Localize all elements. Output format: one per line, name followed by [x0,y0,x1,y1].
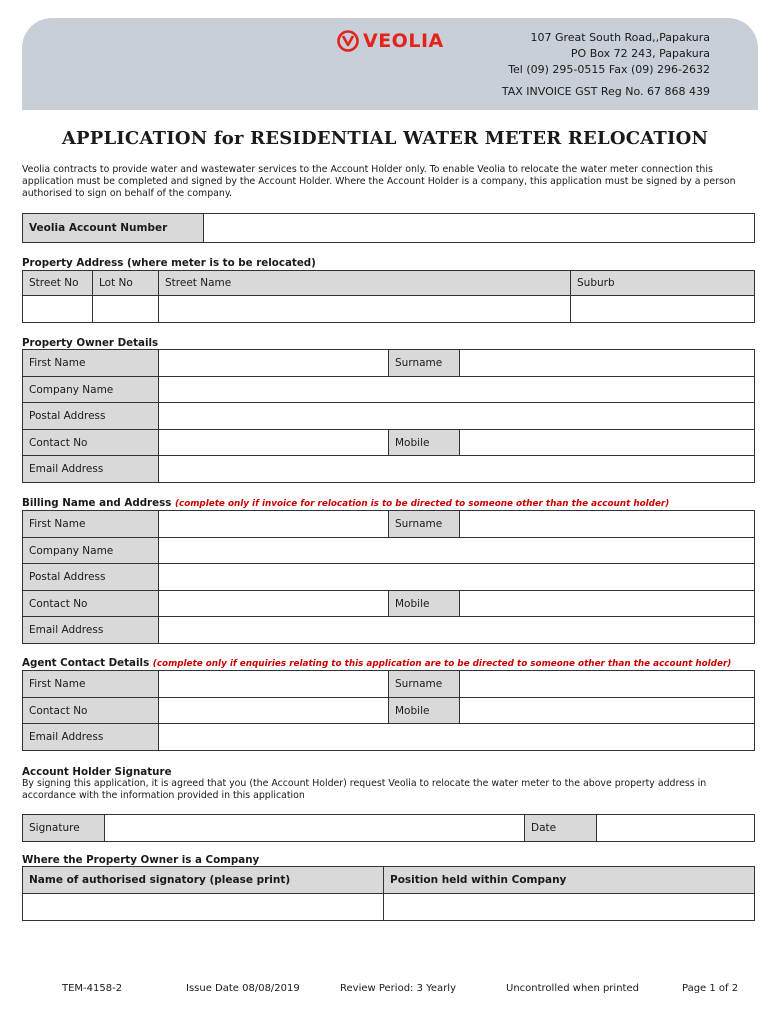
agent-contact-no-label: Contact No [23,698,159,724]
owner-mobile-label: Mobile [389,430,460,456]
company-table [22,866,755,921]
agent-first-name-label: First Name [23,671,159,698]
footer-review: Review Period: 3 Yearly [340,983,456,994]
company-address [502,30,710,100]
agent-note: (complete only if enquiries relating to this application are to be directed to someone other than the account holder) [152,659,732,669]
lot-no-input[interactable] [93,296,159,323]
street-name-header: Street Name [159,271,571,296]
signature-table [22,814,755,842]
agent-heading [22,657,731,669]
billing-surname-label: Surname [389,511,460,538]
owner-first-name-label: First Name [23,350,159,377]
billing-email-label: Email Address [23,617,159,644]
billing-email-input[interactable] [159,617,755,644]
owner-surname-label: Surname [389,350,460,377]
suburb-input[interactable] [571,296,755,323]
authorised-signatory-input[interactable] [23,894,384,921]
contact-line: Tel (09) 295-0515 Fax (09) 296-2632 [508,63,710,76]
address-line-2: PO Box 72 243, Papakura [570,47,710,60]
agent-heading-text: Agent Contact Details [22,657,150,669]
veolia-logo-icon [337,30,359,52]
date-input[interactable] [597,815,755,842]
billing-table [22,510,755,644]
street-no-header: Street No [23,271,93,296]
billing-first-name-input[interactable] [159,511,389,538]
owner-contact-no-label: Contact No [23,430,159,456]
billing-contact-no-input[interactable] [159,591,389,617]
signature-label: Signature [23,815,105,842]
signature-input[interactable] [105,815,525,842]
position-held-input[interactable] [384,894,755,921]
billing-heading-text: Billing Name and Address [22,497,172,509]
page-title: APPLICATION for RESIDENTIAL WATER METER RELOCATION [61,128,709,149]
property-address-table [22,270,755,323]
agent-surname-label: Surname [389,671,460,698]
account-number-input[interactable] [204,214,755,243]
signature-heading: Account Holder Signature [22,766,172,778]
footer-issue-date: Issue Date 08/08/2019 [186,983,300,994]
footer-code: TEM-4158-2 [62,983,123,994]
billing-company-name-input[interactable] [159,538,755,564]
owner-first-name-input[interactable] [159,350,389,377]
owner-email-label: Email Address [23,456,159,483]
tax-line: TAX INVOICE GST Reg No. 67 868 439 [501,85,710,98]
owner-heading: Property Owner Details [22,337,159,349]
footer-uncontrolled: Uncontrolled when printed [506,983,639,994]
billing-postal-address-label: Postal Address [23,564,159,591]
owner-contact-no-input[interactable] [159,430,389,456]
owner-postal-address-label: Postal Address [23,403,159,430]
property-address-heading: Property Address (where meter is to be relocated) [22,257,316,269]
brand-name: VEOLIA [363,30,444,52]
suburb-header: Suburb [571,271,755,296]
owner-company-name-input[interactable] [159,377,755,403]
account-table [22,213,755,243]
account-number-label: Veolia Account Number [23,214,204,243]
agent-contact-no-input[interactable] [159,698,389,724]
agent-email-label: Email Address [23,724,159,751]
veolia-logo [337,30,444,52]
signature-description: By signing this application, it is agreed that you (the Account Holder) request Veolia to relocate the water meter to the above property address in accordance with the information provided in this application [22,778,707,801]
agent-email-input[interactable] [159,724,755,751]
owner-surname-input[interactable] [460,350,755,377]
agent-mobile-label: Mobile [389,698,460,724]
billing-contact-no-label: Contact No [23,591,159,617]
street-no-input[interactable] [23,296,93,323]
agent-first-name-input[interactable] [159,671,389,698]
billing-mobile-input[interactable] [460,591,755,617]
billing-postal-address-input[interactable] [159,564,755,591]
billing-surname-input[interactable] [460,511,755,538]
street-name-input[interactable] [159,296,571,323]
date-label: Date [525,815,597,842]
billing-note: (complete only if invoice for relocation is to be directed to someone other than the account holder) [174,499,670,509]
billing-company-name-label: Company Name [23,538,159,564]
owner-postal-address-input[interactable] [159,403,755,430]
authorised-signatory-header: Name of authorised signatory (please print) [23,867,384,894]
address-line-1: 107 Great South Road,,Papakura [530,31,710,44]
company-heading: Where the Property Owner is a Company [22,854,260,866]
agent-surname-input[interactable] [460,671,755,698]
billing-mobile-label: Mobile [389,591,460,617]
billing-heading [22,497,669,509]
billing-first-name-label: First Name [23,511,159,538]
footer-page: Page 1 of 2 [682,983,739,994]
lot-no-header: Lot No [93,271,159,296]
owner-mobile-input[interactable] [460,430,755,456]
agent-mobile-input[interactable] [460,698,755,724]
position-held-header: Position held within Company [384,867,755,894]
intro-text: Veolia contracts to provide water and wastewater services to the Account Holder only. To enable Veolia to relocate the water meter connection this application must be completed and signed by the Account Holder. Where the Account Holder is a company, this application must be signed by a person authorised to sign on behalf of the company. [22,164,736,199]
agent-table [22,670,755,751]
owner-table [22,349,755,483]
owner-email-input[interactable] [159,456,755,483]
owner-company-name-label: Company Name [23,377,159,403]
